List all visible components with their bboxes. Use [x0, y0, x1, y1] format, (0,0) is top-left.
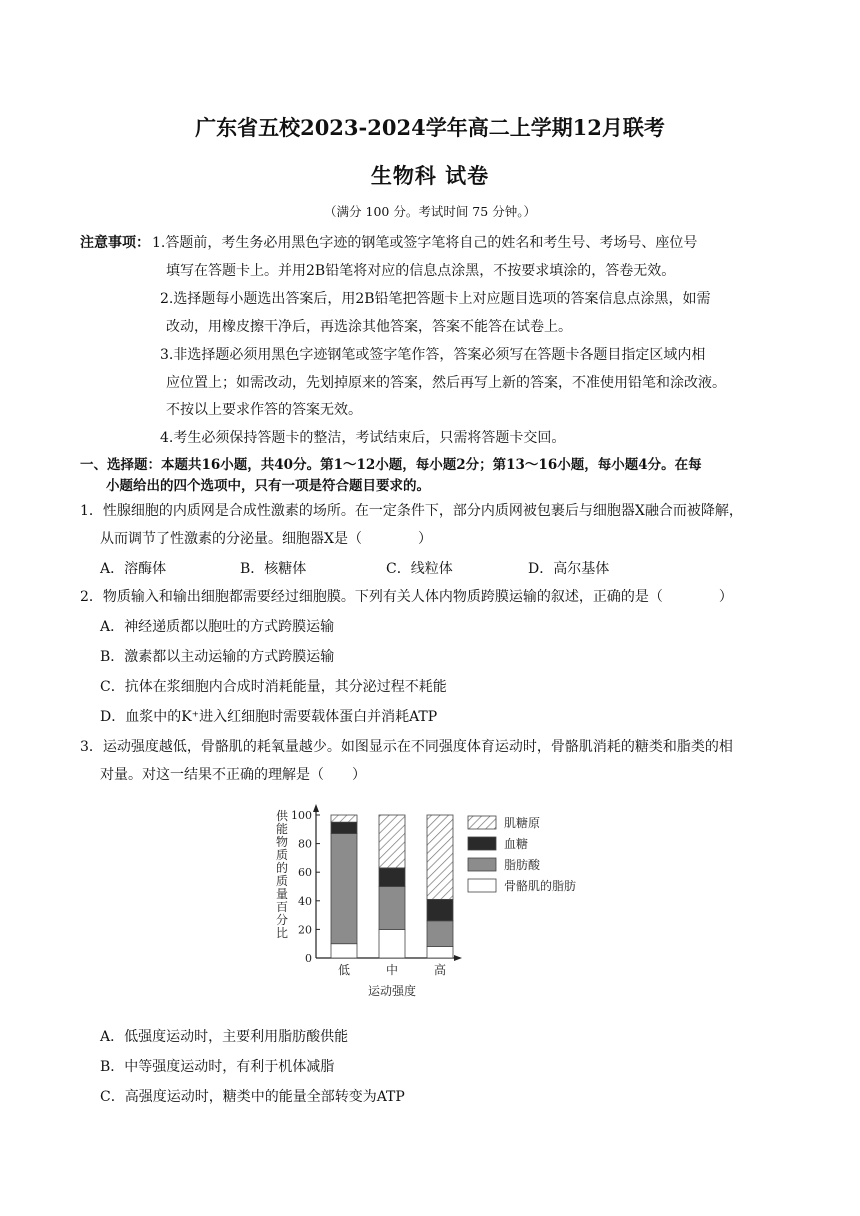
legend-swatch	[468, 879, 496, 892]
legend-swatch	[468, 837, 496, 850]
option-d: D．高尔基体	[528, 561, 610, 577]
option-b: B．核糖体	[240, 561, 307, 577]
y-tick-label: 80	[298, 837, 312, 851]
notice-line: 应位置上；如需改动，先划掉原来的答案，然后再写上新的答案，不准使用铅笔和涂改液。	[166, 375, 726, 391]
section-heading: 一、选择题：本题共16小题，共40分。第1～12小题，每小题2分；第13～16小题，每小题4分。在每	[80, 457, 702, 473]
score-note: （满分 100 分。考试时间 75 分钟。）	[324, 204, 536, 219]
legend-swatch	[468, 816, 496, 829]
question-stem: 从而调节了性激素的分泌量。细胞器X是（ ）	[100, 531, 432, 547]
y-tick-label: 100	[291, 809, 312, 822]
bar-segment	[379, 887, 405, 930]
notice-label: 注意事项：	[80, 235, 150, 251]
bar-segment	[331, 944, 357, 958]
option-b: B．激素都以主动运输的方式跨膜运输	[100, 649, 335, 665]
x-tick-label: 中	[385, 963, 399, 977]
y-label-char: 供	[275, 809, 289, 823]
legend-label: 骨骼肌的脂肪	[504, 879, 577, 893]
bar-segment	[331, 834, 357, 944]
y-label-char: 的	[275, 861, 289, 875]
option-a: A．神经递质都以胞吐的方式跨膜运输	[100, 619, 335, 635]
x-tick-label: 低	[337, 963, 351, 977]
y-label-char: 比	[275, 926, 289, 940]
notice-line: 不按以上要求作答的答案无效。	[166, 402, 362, 418]
y-label-char: 百	[275, 900, 289, 914]
y-axis-label	[276, 808, 289, 940]
y-label-char: 质	[275, 848, 289, 862]
bar-segment	[331, 815, 357, 822]
option-a: A．溶酶体	[100, 561, 167, 577]
x-axis-label: 运动强度	[367, 984, 417, 998]
exam-subtitle: 生物科 试卷	[370, 163, 490, 188]
y-axis-arrow	[313, 804, 319, 812]
legend-label: 血糖	[504, 837, 529, 851]
notice-line: 3.非选择题必须用黑色字迹钢笔或签字笔作答，答案必须写在答题卡各题目指定区域内相	[160, 347, 706, 363]
option-b: B．中等强度运动时，有利于机体减脂	[100, 1059, 335, 1075]
y-label-char: 分	[275, 913, 289, 927]
legend-label: 肌糖原	[504, 816, 541, 830]
bar-segment	[427, 947, 453, 958]
y-tick-label: 0	[305, 952, 312, 965]
option-a: A．低强度运动时，主要利用脂肪酸供能	[100, 1029, 349, 1045]
bar-segment	[427, 815, 453, 899]
option-c: C．线粒体	[386, 561, 453, 577]
bar-segment	[427, 921, 453, 947]
question-stem: 1．性腺细胞的内质网是合成性激素的场所。在一定条件下，部分内质网被包裹后与细胞器X融合而被降解，	[80, 503, 743, 519]
x-axis-arrow	[454, 955, 462, 961]
x-tick-label: 高	[433, 963, 447, 977]
bar-segment	[379, 868, 405, 887]
question-stem: 3．运动强度越低，骨骼肌的耗氧量越少。如图显示在不同强度体育运动时，骨骼肌消耗的糖类和脂类的相	[80, 739, 733, 755]
bar-segment	[331, 822, 357, 833]
section-heading: 小题给出的四个选项中，只有一项是符合题目要求的。	[106, 478, 430, 494]
option-d: D．血浆中的K⁺进入红细胞时需要载体蛋白并消耗ATP	[100, 709, 438, 725]
option-c: C．高强度运动时，糖类中的能量全部转变为ATP	[100, 1089, 405, 1105]
notice-line: 4.考生必须保持答题卡的整洁，考试结束后，只需将答题卡交回。	[160, 430, 566, 446]
y-tick-label: 40	[298, 894, 312, 908]
bar-segment	[379, 929, 405, 958]
y-label-char: 质	[275, 874, 289, 888]
y-label-char: 能	[275, 822, 289, 836]
y-label-char: 量	[275, 887, 289, 901]
notice-line: 填写在答题卡上。并用2B铅笔将对应的信息点涂黑，不按要求填涂的，答卷无效。	[166, 263, 676, 279]
legend-label: 脂肪酸	[504, 858, 541, 872]
bar-segment	[379, 815, 405, 868]
y-label-char: 物	[275, 835, 289, 849]
notice-line: 1.答题前，考生务必用黑色字迹的钢笔或签字笔将自己的姓名和考生号、考场号、座位号	[152, 235, 698, 251]
bar-segment	[427, 899, 453, 920]
option-c: C．抗体在浆细胞内合成时消耗能量，其分泌过程不耗能	[100, 679, 447, 695]
exam-title: 广东省五校2023-2024学年高二上学期12月联考	[195, 115, 665, 140]
question-stem: 2．物质输入和输出细胞都需要经过细胞膜。下列有关人体内物质跨膜运输的叙述，正确的是（ ）	[80, 589, 733, 605]
notice-line: 2.选择题每小题选出答案后，用2B铅笔把答题卡上对应题目选项的答案信息点涂黑，如需	[160, 291, 711, 307]
y-tick-label: 20	[298, 923, 312, 937]
notice-line: 改动，用橡皮擦干净后，再选涂其他答案，答案不能答在试卷上。	[166, 319, 572, 335]
y-tick-label: 60	[298, 866, 312, 880]
legend-swatch	[468, 858, 496, 871]
stacked-bar-chart	[268, 800, 628, 1005]
question-stem: 对量。对这一结果不正确的理解是（ ）	[100, 767, 366, 783]
